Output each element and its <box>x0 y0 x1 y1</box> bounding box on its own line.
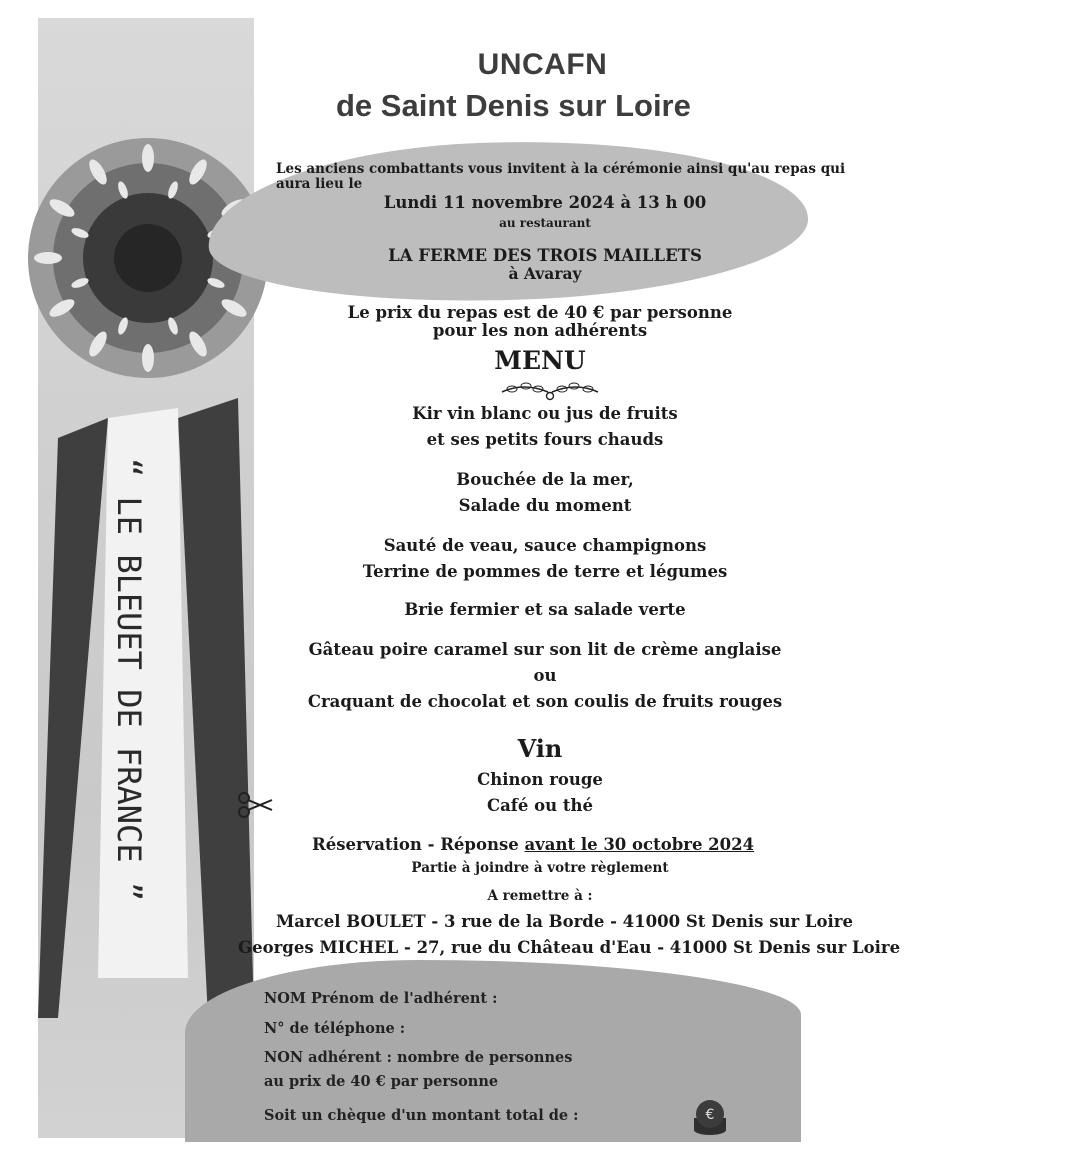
menu-item: ou <box>533 666 557 685</box>
remit-label: A remettre à : <box>487 888 593 904</box>
poster-panel <box>38 18 254 1138</box>
menu-heading: MENU <box>494 346 586 375</box>
org-title: UNCAFN <box>477 48 608 81</box>
menu-item: Kir vin blanc ou jus de fruits <box>412 404 678 423</box>
event-date: Lundi 11 novembre 2024 à 13 h 00 <box>383 193 707 212</box>
wine-item: Chinon rouge <box>477 770 603 789</box>
menu-item: Craquant de chocolat et son coulis de fruits rouges <box>307 692 783 711</box>
venue-prefix: au restaurant <box>499 216 591 230</box>
form-check-label: Soit un chèque d'un montant total de : <box>264 1107 579 1124</box>
svg-text:€: € <box>705 1107 715 1123</box>
laurel-divider-icon <box>498 380 602 406</box>
ribbon-text: “ LE BLEUET DE FRANCE ” <box>110 458 148 902</box>
contact-line: Georges MICHEL - 27, rue du Château d'Eau - 41000 St Denis sur Loire <box>238 938 901 957</box>
form-name-label: NOM Prénom de l'adhérent : <box>264 990 498 1007</box>
invitation-intro: Les anciens combattants vous invitent à la cérémonie ainsi qu'au repas qui <box>276 161 846 177</box>
menu-item: Gâteau poire caramel sur son lit de crème anglaise <box>308 640 782 659</box>
contact-line: Marcel BOULET - 3 rue de la Borde - 41000 St Denis sur Loire <box>276 912 853 931</box>
invitation-intro-continued: aura lieu le <box>276 176 363 192</box>
euro-coins-icon <box>690 1098 730 1142</box>
menu-item: et ses petits fours chauds <box>426 430 664 449</box>
wine-item: Café ou thé <box>486 796 594 815</box>
scissors-icon <box>232 788 280 826</box>
wine-heading: Vin <box>517 734 563 763</box>
menu-item: Brie fermier et sa salade verte <box>404 600 686 619</box>
bleuet-flower-icon <box>38 18 254 1138</box>
reservation-deadline: avant le 30 octobre 2024 <box>524 835 755 854</box>
menu-item: Bouchée de la mer, <box>456 470 634 489</box>
menu-item: Terrine de pommes de terre et légumes <box>362 562 728 581</box>
org-location: de Saint Denis sur Loire <box>336 88 691 123</box>
form-phone-label: N° de téléphone : <box>264 1020 406 1037</box>
form-non-member-price: au prix de 40 € par personne <box>264 1073 499 1090</box>
menu-item: Sauté de veau, sauce champignons <box>383 536 707 555</box>
price-line-1: Le prix du repas est de 40 € par personne <box>347 303 733 322</box>
venue-name: LA FERME DES TROIS MAILLETS <box>388 246 702 265</box>
form-non-member-label: NON adhérent : nombre de personnes <box>264 1049 573 1066</box>
reservation-note: Partie à joindre à votre règlement <box>411 860 669 876</box>
venue-town: à Avaray <box>508 264 582 283</box>
reservation-label: Réservation - Réponse <box>312 835 519 854</box>
reservation-line <box>312 835 754 854</box>
price-line-2: pour les non adhérents <box>432 321 648 340</box>
menu-item: Salade du moment <box>458 496 632 515</box>
